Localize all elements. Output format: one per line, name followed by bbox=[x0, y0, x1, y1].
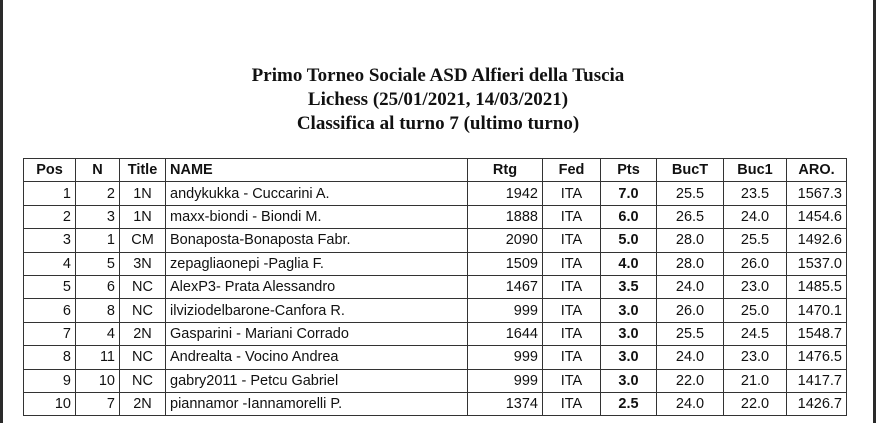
cell-aro: 1537.0 bbox=[787, 252, 847, 275]
cell-rtg: 999 bbox=[468, 369, 543, 392]
cell-rtg: 1467 bbox=[468, 275, 543, 298]
cell-pts: 5.0 bbox=[601, 229, 657, 252]
cell-pos: 3 bbox=[24, 229, 76, 252]
cell-fed: ITA bbox=[543, 205, 601, 228]
cell-aro: 1567.3 bbox=[787, 182, 847, 205]
cell-buc1: 22.0 bbox=[724, 392, 787, 415]
cell-rtg: 1509 bbox=[468, 252, 543, 275]
cell-aro: 1470.1 bbox=[787, 299, 847, 322]
tournament-title: Primo Torneo Sociale ASD Alfieri della Tuscia bbox=[251, 65, 625, 86]
cell-n: 11 bbox=[76, 346, 120, 369]
cell-n: 2 bbox=[76, 182, 120, 205]
cell-name: piannamor -Iannamorelli P. bbox=[166, 392, 468, 415]
standings-table bbox=[23, 158, 847, 416]
cell-pos: 2 bbox=[24, 205, 76, 228]
cell-pts: 3.0 bbox=[601, 346, 657, 369]
cell-n: 7 bbox=[76, 392, 120, 415]
cell-title: NC bbox=[120, 346, 166, 369]
cell-name: zepagliaonepi -Paglia F. bbox=[166, 252, 468, 275]
cell-n: 5 bbox=[76, 252, 120, 275]
cell-pos: 9 bbox=[24, 369, 76, 392]
cell-fed: ITA bbox=[543, 299, 601, 322]
cell-aro: 1426.7 bbox=[787, 392, 847, 415]
cell-n: 4 bbox=[76, 322, 120, 345]
table-row bbox=[24, 252, 847, 275]
document-header bbox=[0, 64, 876, 136]
cell-pos: 8 bbox=[24, 346, 76, 369]
cell-pos: 1 bbox=[24, 182, 76, 205]
cell-buct: 28.0 bbox=[657, 229, 724, 252]
table-row bbox=[24, 275, 847, 298]
cell-title: 2N bbox=[120, 392, 166, 415]
cell-buct: 25.5 bbox=[657, 322, 724, 345]
cell-rtg: 2090 bbox=[468, 229, 543, 252]
cell-title: NC bbox=[120, 275, 166, 298]
cell-pts: 7.0 bbox=[601, 182, 657, 205]
cell-name: gabry2011 - Petcu Gabriel bbox=[166, 369, 468, 392]
cell-pos: 6 bbox=[24, 299, 76, 322]
cell-pts: 2.5 bbox=[601, 392, 657, 415]
cell-name: AlexP3- Prata Alessandro bbox=[166, 275, 468, 298]
cell-pos: 4 bbox=[24, 252, 76, 275]
table-row bbox=[24, 369, 847, 392]
cell-title: NC bbox=[120, 369, 166, 392]
cell-n: 8 bbox=[76, 299, 120, 322]
col-header-buct: BucT bbox=[657, 159, 724, 182]
cell-pos: 10 bbox=[24, 392, 76, 415]
cell-fed: ITA bbox=[543, 182, 601, 205]
cell-buct: 24.0 bbox=[657, 392, 724, 415]
cell-name: ilviziodelbarone-Canfora R. bbox=[166, 299, 468, 322]
cell-buct: 28.0 bbox=[657, 252, 724, 275]
cell-buct: 25.5 bbox=[657, 182, 724, 205]
cell-pts: 3.5 bbox=[601, 275, 657, 298]
cell-pts: 4.0 bbox=[601, 252, 657, 275]
cell-title: 1N bbox=[120, 205, 166, 228]
table-row bbox=[24, 322, 847, 345]
cell-pts: 3.0 bbox=[601, 299, 657, 322]
cell-buct: 24.0 bbox=[657, 346, 724, 369]
cell-name: Bonaposta-Bonaposta Fabr. bbox=[166, 229, 468, 252]
cell-buct: 22.0 bbox=[657, 369, 724, 392]
cell-title: 1N bbox=[120, 182, 166, 205]
cell-pts: 3.0 bbox=[601, 322, 657, 345]
col-header-buc1: Buc1 bbox=[724, 159, 787, 182]
col-header-pos: Pos bbox=[24, 159, 76, 182]
cell-buct: 24.0 bbox=[657, 275, 724, 298]
col-header-pts: Pts bbox=[601, 159, 657, 182]
cell-title: NC bbox=[120, 299, 166, 322]
cell-buc1: 24.0 bbox=[724, 205, 787, 228]
table-row bbox=[24, 392, 847, 415]
cell-buc1: 23.0 bbox=[724, 346, 787, 369]
cell-buc1: 23.5 bbox=[724, 182, 787, 205]
cell-n: 3 bbox=[76, 205, 120, 228]
cell-fed: ITA bbox=[543, 252, 601, 275]
cell-pts: 3.0 bbox=[601, 369, 657, 392]
col-header-n: N bbox=[76, 159, 120, 182]
cell-title: CM bbox=[120, 229, 166, 252]
standings-subtitle: Classifica al turno 7 (ultimo turno) bbox=[296, 113, 580, 134]
cell-rtg: 1942 bbox=[468, 182, 543, 205]
cell-name: andykukka - Cuccarini A. bbox=[166, 182, 468, 205]
cell-buc1: 25.5 bbox=[724, 229, 787, 252]
cell-rtg: 999 bbox=[468, 346, 543, 369]
cell-fed: ITA bbox=[543, 346, 601, 369]
cell-title: 2N bbox=[120, 322, 166, 345]
cell-buct: 26.5 bbox=[657, 205, 724, 228]
table-row bbox=[24, 205, 847, 228]
cell-buct: 26.0 bbox=[657, 299, 724, 322]
cell-n: 1 bbox=[76, 229, 120, 252]
cell-title: 3N bbox=[120, 252, 166, 275]
table-header-row bbox=[24, 159, 847, 182]
cell-buc1: 21.0 bbox=[724, 369, 787, 392]
cell-fed: ITA bbox=[543, 322, 601, 345]
cell-pts: 6.0 bbox=[601, 205, 657, 228]
table-row bbox=[24, 182, 847, 205]
col-header-rtg: Rtg bbox=[468, 159, 543, 182]
cell-buc1: 25.0 bbox=[724, 299, 787, 322]
table-row bbox=[24, 299, 847, 322]
cell-buc1: 24.5 bbox=[724, 322, 787, 345]
cell-aro: 1485.5 bbox=[787, 275, 847, 298]
cell-pos: 5 bbox=[24, 275, 76, 298]
cell-name: maxx-biondi - Biondi M. bbox=[166, 205, 468, 228]
table-row bbox=[24, 346, 847, 369]
cell-rtg: 1888 bbox=[468, 205, 543, 228]
cell-pos: 7 bbox=[24, 322, 76, 345]
cell-n: 6 bbox=[76, 275, 120, 298]
cell-fed: ITA bbox=[543, 275, 601, 298]
col-header-fed: Fed bbox=[543, 159, 601, 182]
standings-rows bbox=[24, 182, 847, 416]
col-header-title: Title bbox=[120, 159, 166, 182]
cell-buc1: 23.0 bbox=[724, 275, 787, 298]
tournament-platform-dates: Lichess (25/01/2021, 14/03/2021) bbox=[307, 89, 569, 110]
table-row bbox=[24, 229, 847, 252]
cell-n: 10 bbox=[76, 369, 120, 392]
cell-rtg: 1374 bbox=[468, 392, 543, 415]
col-header-name: NAME bbox=[166, 159, 468, 182]
cell-name: Gasparini - Mariani Corrado bbox=[166, 322, 468, 345]
cell-fed: ITA bbox=[543, 229, 601, 252]
cell-fed: ITA bbox=[543, 392, 601, 415]
cell-rtg: 999 bbox=[468, 299, 543, 322]
cell-rtg: 1644 bbox=[468, 322, 543, 345]
cell-aro: 1454.6 bbox=[787, 205, 847, 228]
cell-aro: 1476.5 bbox=[787, 346, 847, 369]
cell-buc1: 26.0 bbox=[724, 252, 787, 275]
cell-aro: 1492.6 bbox=[787, 229, 847, 252]
cell-aro: 1548.7 bbox=[787, 322, 847, 345]
col-header-aro: ARO. bbox=[787, 159, 847, 182]
cell-fed: ITA bbox=[543, 369, 601, 392]
cell-name: Andrealta - Vocino Andrea bbox=[166, 346, 468, 369]
cell-aro: 1417.7 bbox=[787, 369, 847, 392]
